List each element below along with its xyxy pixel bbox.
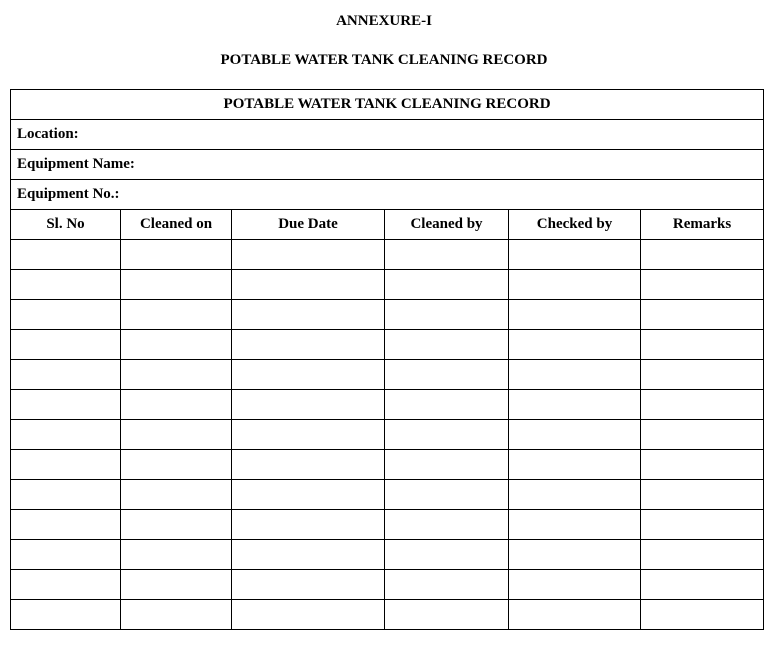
table-cell — [385, 240, 509, 270]
table-cell — [11, 240, 121, 270]
table-row — [11, 450, 764, 480]
table-cell — [121, 360, 232, 390]
table-cell — [385, 360, 509, 390]
table-cell — [121, 600, 232, 630]
table-cell — [509, 360, 641, 390]
table-cell — [509, 240, 641, 270]
table-cell — [121, 480, 232, 510]
table-cell — [232, 600, 385, 630]
annexure-heading: ANNEXURE-I — [336, 13, 432, 29]
table-cell — [11, 510, 121, 540]
table-cell — [11, 420, 121, 450]
table-cell — [641, 270, 764, 300]
table-cell — [232, 540, 385, 570]
table-cell — [11, 390, 121, 420]
document-title: POTABLE WATER TANK CLEANING RECORD — [220, 52, 548, 68]
table-row — [11, 540, 764, 570]
table-cell — [232, 420, 385, 450]
table-cell — [641, 480, 764, 510]
column-header-checked-by: Checked by — [509, 210, 641, 240]
table-cell — [232, 270, 385, 300]
table-cell — [509, 480, 641, 510]
table-cell — [121, 450, 232, 480]
table-cell — [641, 570, 764, 600]
table-cell — [509, 510, 641, 540]
table-cell — [232, 390, 385, 420]
table-cell — [232, 480, 385, 510]
table-cell — [509, 570, 641, 600]
table-cell — [641, 240, 764, 270]
location-field: Location: — [11, 120, 764, 150]
table-cell — [641, 330, 764, 360]
table-cell — [641, 360, 764, 390]
column-header-sl-no: Sl. No — [11, 210, 121, 240]
table-cell — [509, 300, 641, 330]
table-cell — [121, 300, 232, 330]
table-cell — [11, 480, 121, 510]
table-cell — [11, 360, 121, 390]
table-cell — [385, 300, 509, 330]
table-row — [11, 240, 764, 270]
table-cell — [509, 330, 641, 360]
column-header-due-date: Due Date — [232, 210, 385, 240]
table-cell — [385, 390, 509, 420]
table-cell — [385, 570, 509, 600]
table-row — [11, 360, 764, 390]
table-row — [11, 480, 764, 510]
table-cell — [509, 600, 641, 630]
table-cell — [11, 600, 121, 630]
table-cell — [232, 330, 385, 360]
table-cell — [385, 330, 509, 360]
table-cell — [11, 540, 121, 570]
table-cell — [641, 390, 764, 420]
table-cell — [641, 300, 764, 330]
equipment-name-field: Equipment Name: — [11, 150, 764, 180]
table-cell — [232, 360, 385, 390]
table-cell — [121, 510, 232, 540]
table-cell — [641, 510, 764, 540]
table-row — [11, 510, 764, 540]
table-cell — [232, 240, 385, 270]
column-header-remarks: Remarks — [641, 210, 764, 240]
table-cell — [11, 330, 121, 360]
table-cell — [641, 420, 764, 450]
table-cell — [232, 300, 385, 330]
table-row — [11, 390, 764, 420]
cleaning-record-table — [10, 89, 764, 630]
table-cell — [509, 390, 641, 420]
table-cell — [385, 270, 509, 300]
table-title: POTABLE WATER TANK CLEANING RECORD — [11, 90, 764, 120]
table-cell — [641, 450, 764, 480]
table-cell — [385, 510, 509, 540]
table-cell — [121, 540, 232, 570]
table-cell — [385, 450, 509, 480]
table-cell — [11, 270, 121, 300]
table-cell — [121, 420, 232, 450]
column-header-cleaned-on: Cleaned on — [121, 210, 232, 240]
table-row — [11, 420, 764, 450]
table-cell — [641, 540, 764, 570]
column-header-row — [11, 210, 764, 240]
table-cell — [232, 570, 385, 600]
table-cell — [121, 270, 232, 300]
table-cell — [232, 510, 385, 540]
table-row — [11, 600, 764, 630]
table-cell — [385, 480, 509, 510]
table-cell — [121, 330, 232, 360]
table-cell — [11, 300, 121, 330]
table-cell — [121, 240, 232, 270]
table-cell — [11, 570, 121, 600]
equipment-no-field: Equipment No.: — [11, 180, 764, 210]
column-header-cleaned-by: Cleaned by — [385, 210, 509, 240]
table-cell — [509, 420, 641, 450]
table-row — [11, 270, 764, 300]
table-cell — [121, 390, 232, 420]
table-cell — [509, 450, 641, 480]
table-cell — [385, 420, 509, 450]
table-cell — [385, 600, 509, 630]
table-row — [11, 330, 764, 360]
table-cell — [385, 540, 509, 570]
table-cell — [121, 570, 232, 600]
table-cell — [641, 600, 764, 630]
table-cell — [509, 540, 641, 570]
table-cell — [232, 450, 385, 480]
table-row — [11, 570, 764, 600]
table-cell — [11, 450, 121, 480]
table-row — [11, 300, 764, 330]
table-cell — [509, 270, 641, 300]
